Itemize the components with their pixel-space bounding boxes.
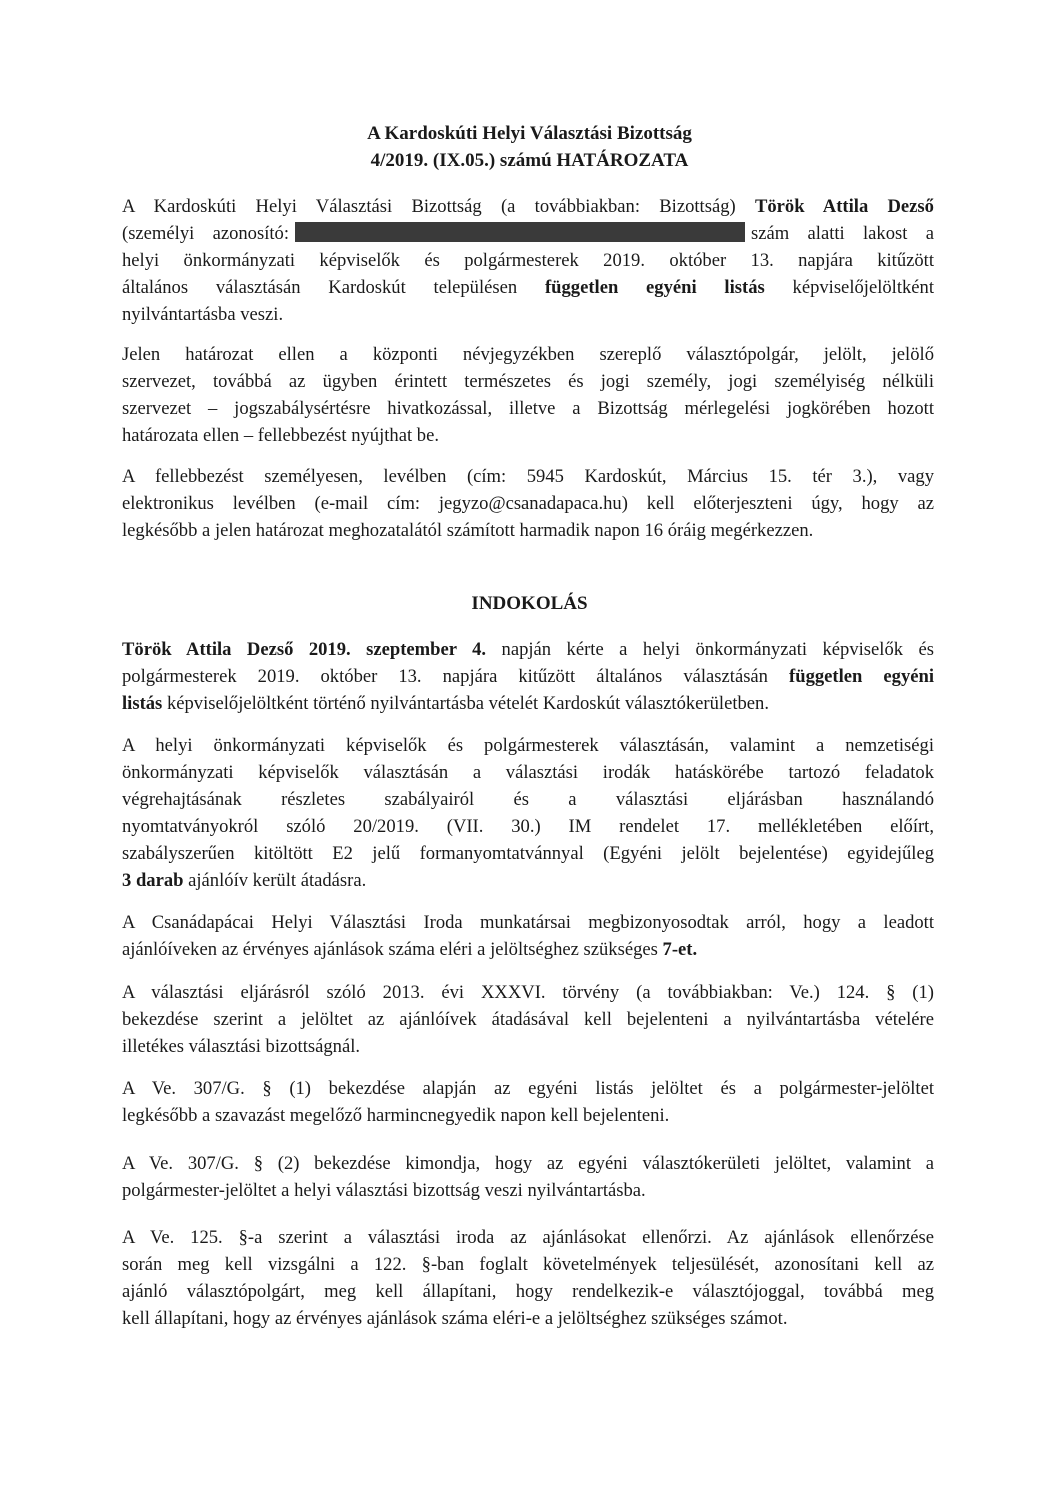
- text: napján kérte a helyi önkormányzati képviselők és: [501, 639, 934, 660]
- text: végrehajtásának részletes szabályairól és a választási eljárásban használandó: [122, 789, 934, 810]
- text: kell állapítani, hogy az érvényes ajánlások száma eléri-e a jelöltséghez szükséges számot.: [122, 1308, 788, 1329]
- text: nyomtatványokról szóló 20/2019. (VII. 30.) IM rendelet 17. mellékletében előírt,: [122, 816, 934, 837]
- bold-text: Török Attila Dezső 2019. szeptember 4.: [122, 639, 487, 660]
- text: helyi önkormányzati képviselők és polgármesterek 2019. október 13. napjára kitűzött: [122, 250, 934, 271]
- text: polgármesterek 2019. október 13. napjára kitűzött általános választásán: [122, 666, 768, 687]
- text: ajánló választópolgárt, meg kell állapítani, hogy rendelkezik-e választójoggal, továbbá meg: [122, 1281, 934, 1302]
- bold-text: független egyéni: [789, 666, 935, 687]
- text: nyilvántartásba veszi.: [122, 304, 284, 325]
- text: általános választásán Kardoskút településen: [122, 277, 518, 298]
- text: során meg kell vizsgálni a 122. §-ban foglalt követelmények teljesülését, azonosítani kell az: [122, 1254, 934, 1275]
- bold-text: független egyéni listás: [544, 277, 765, 298]
- verification-paragraph: [122, 909, 934, 963]
- ve-307g-1-paragraph: [122, 1075, 934, 1129]
- text: határozata ellen – fellebbezést nyújthat be.: [122, 425, 439, 446]
- appeal-submission-paragraph: [122, 463, 934, 544]
- bold-text: 7-et.: [662, 939, 698, 960]
- text: A választási eljárásról szóló 2013. évi XXXVI. törvény (a továbbiakban: Ve.) 124. § (1): [122, 982, 934, 1003]
- text: képviselőjelöltként történő nyilvántartásba vételét Kardoskút választókerületben.: [166, 693, 769, 714]
- text: polgármester-jelöltet a helyi választási bizottság veszi nyilvántartásba.: [122, 1180, 646, 1201]
- text: Jelen határozat ellen a központi névjegyzékben szereplő választópolgár, jelölt, jelölő: [122, 344, 934, 365]
- text: szabályszerűen kitöltött E2 jelű formanyomtatvánnyal (Egyéni jelölt bejelentése) egyidejűleg: [122, 843, 934, 864]
- text: legkésőbb a szavazást megelőző harmincnegyedik napon kell bejelenteni.: [122, 1105, 670, 1126]
- reasoning-paragraph: [122, 636, 934, 717]
- candidate-name: Török Attila Dezső: [754, 196, 934, 217]
- text: elektronikus levélben (e-mail cím: jegyzo@csanadapaca.hu) kell előterjeszteni úgy, hogy az: [122, 493, 934, 514]
- text: A helyi önkormányzati képviselők és polgármesterek választásán, valamint a nemzetiségi: [122, 735, 934, 756]
- text: (személyi azonosító:: [122, 223, 290, 244]
- bold-text: 3 darab: [122, 870, 184, 891]
- text: A Csanádapácai Helyi Választási Iroda munkatársai megbizonyosodtak arról, hogy a leadott: [122, 912, 934, 933]
- resolution-number: 4/2019. (IX.05.) számú HATÁROZATA: [370, 150, 689, 171]
- text: legkésőbb a jelen határozat meghozatalától számított harmadik napon 16 óráig megérkezzen.: [122, 520, 814, 541]
- ve-307g-2-paragraph: [122, 1150, 934, 1204]
- appeal-paragraph: [122, 341, 934, 449]
- ve-124-paragraph: [122, 979, 934, 1060]
- text: A Ve. 125. §-a szerint a választási iroda az ajánlásokat ellenőrzi. Az ajánlások ellenőrzése: [122, 1227, 934, 1248]
- section-heading: INDOKOLÁS: [471, 593, 588, 614]
- bold-text: listás: [122, 693, 163, 714]
- text: szervezet – jogszabálysértésre hivatkozással, illetve a Bizottság mérlegelési jogkörében hozott: [122, 398, 934, 419]
- text: A Kardoskúti Helyi Választási Bizottság (a továbbiakban: Bizottság): [122, 196, 736, 217]
- text: ajánlóíveken az érvényes ajánlások száma eléri a jelöltséghez szükséges: [122, 939, 658, 960]
- redacted-id-block: [295, 222, 745, 242]
- text: önkormányzati képviselők választásán a választási irodák hatáskörébe tartozó feladatok: [122, 762, 934, 783]
- text: A Ve. 307/G. § (1) bekezdése alapján az egyéni listás jelöltet és a polgármester-jelöltet: [122, 1078, 934, 1099]
- document-title: A Kardoskúti Helyi Választási Bizottság: [367, 123, 692, 144]
- text: ajánlóív került átadásra.: [188, 870, 367, 891]
- text: A fellebbezést személyesen, levélben (cím: 5945 Kardoskút, Március 15. tér 3.), vagy: [122, 466, 934, 487]
- legal-basis-paragraph: [122, 732, 934, 894]
- text: A Ve. 307/G. § (2) bekezdése kimondja, hogy az egyéni választókerületi jelöltet, valamint a: [122, 1153, 934, 1174]
- text: bekezdése szerint a jelöltet az ajánlóívek átadásával kell bejelenteni a nyilvántartásba vételére: [122, 1009, 934, 1030]
- text: képviselőjelöltként: [792, 277, 935, 298]
- text: illetékes választási bizottságnál.: [122, 1036, 361, 1057]
- text: szám alatti lakost a: [751, 223, 934, 244]
- resolution-paragraph: [122, 193, 934, 328]
- ve-125-paragraph: [122, 1224, 934, 1332]
- text: szervezet, továbbá az ügyben érintett természetes és jogi személy, jogi személyiség nélküli: [122, 371, 934, 392]
